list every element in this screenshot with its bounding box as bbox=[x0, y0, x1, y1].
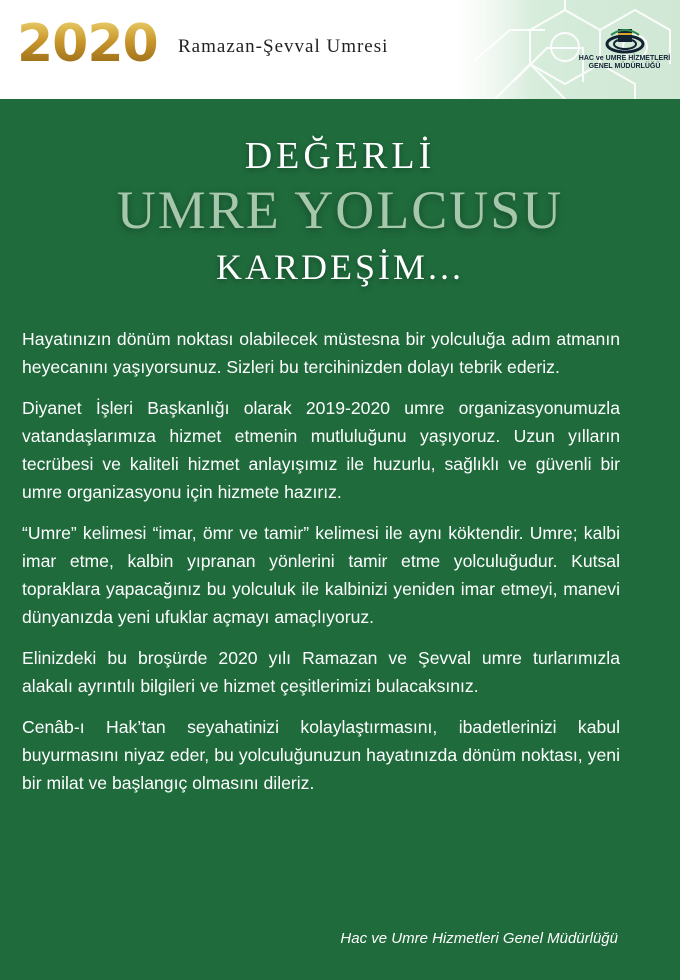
headline-line2: UMRE YOLCUSU bbox=[116, 180, 564, 240]
paragraph: “Umre” kelimesi “imar, ömr ve tamir” kelimesi ile aynı köktendir. Umre; kalbi imar etme, kalbin yıpranan yönlerini tamir etme yolculuğudur. Kutsal topraklara yapacağınız bu yolculuk ile kalbinizi yeniden imar etmeyi, manevi dünyanızda yeni ufuklar açmayı amaçlıyoruz. bbox=[22, 523, 620, 627]
header-bar bbox=[0, 0, 680, 99]
kaaba-logo-icon bbox=[605, 25, 645, 55]
headline-line1: DEĞERLİ bbox=[244, 135, 436, 177]
logo-text-line1: HAC ve UMRE HİZMETLERİ bbox=[578, 55, 671, 62]
headline-line3: KARDEŞİM... bbox=[215, 247, 464, 287]
year-label: 2020 bbox=[17, 14, 158, 74]
headline bbox=[0, 130, 680, 294]
edition-title: Ramazan-Şevval Umresi bbox=[178, 36, 389, 57]
institution-logo bbox=[577, 25, 672, 71]
logo-text-line2: GENEL MÜDÜRLÜĞÜ bbox=[588, 63, 661, 70]
letter-body bbox=[22, 325, 620, 810]
paragraph: Diyanet İşleri Başkanlığı olarak 2019-2020 umre organizasyonumuzla vatandaşlarımıza hizmet etmenin mutluluğunu yaşıyoruz. Uzun yılların tecrübesi ve kaliteli hizmet anlayışımız ile huzurlu, sağlıklı ve güvenli bir umre organizasyonu için hizmete hazırız. bbox=[22, 398, 620, 502]
paragraph: Cenâb-ı Hak’tan seyahatinizi kolaylaştırmasını, ibadetlerinizi kabul buyurmasını niyaz eder, bu yolculuğunuzun hayatınızda dönüm noktası, yeni bir milat ve başlangıç olmasını dileriz. bbox=[22, 717, 620, 793]
paragraph: Elinizdeki bu broşürde 2020 yılı Ramazan ve Şevval umre turlarımızla alakalı ayrıntılı bilgileri ve hizmet çeşitlerimizi bulacaksınız. bbox=[22, 648, 620, 696]
paragraph: Hayatınızın dönüm noktası olabilecek müstesna bir yolculuğa adım atmanın heyecanını yaşıyorsunuz. Sizleri bu tercihinizden dolayı tebrik ederiz. bbox=[22, 329, 620, 377]
signature: Hac ve Umre Hizmetleri Genel Müdürlüğü bbox=[340, 930, 618, 947]
